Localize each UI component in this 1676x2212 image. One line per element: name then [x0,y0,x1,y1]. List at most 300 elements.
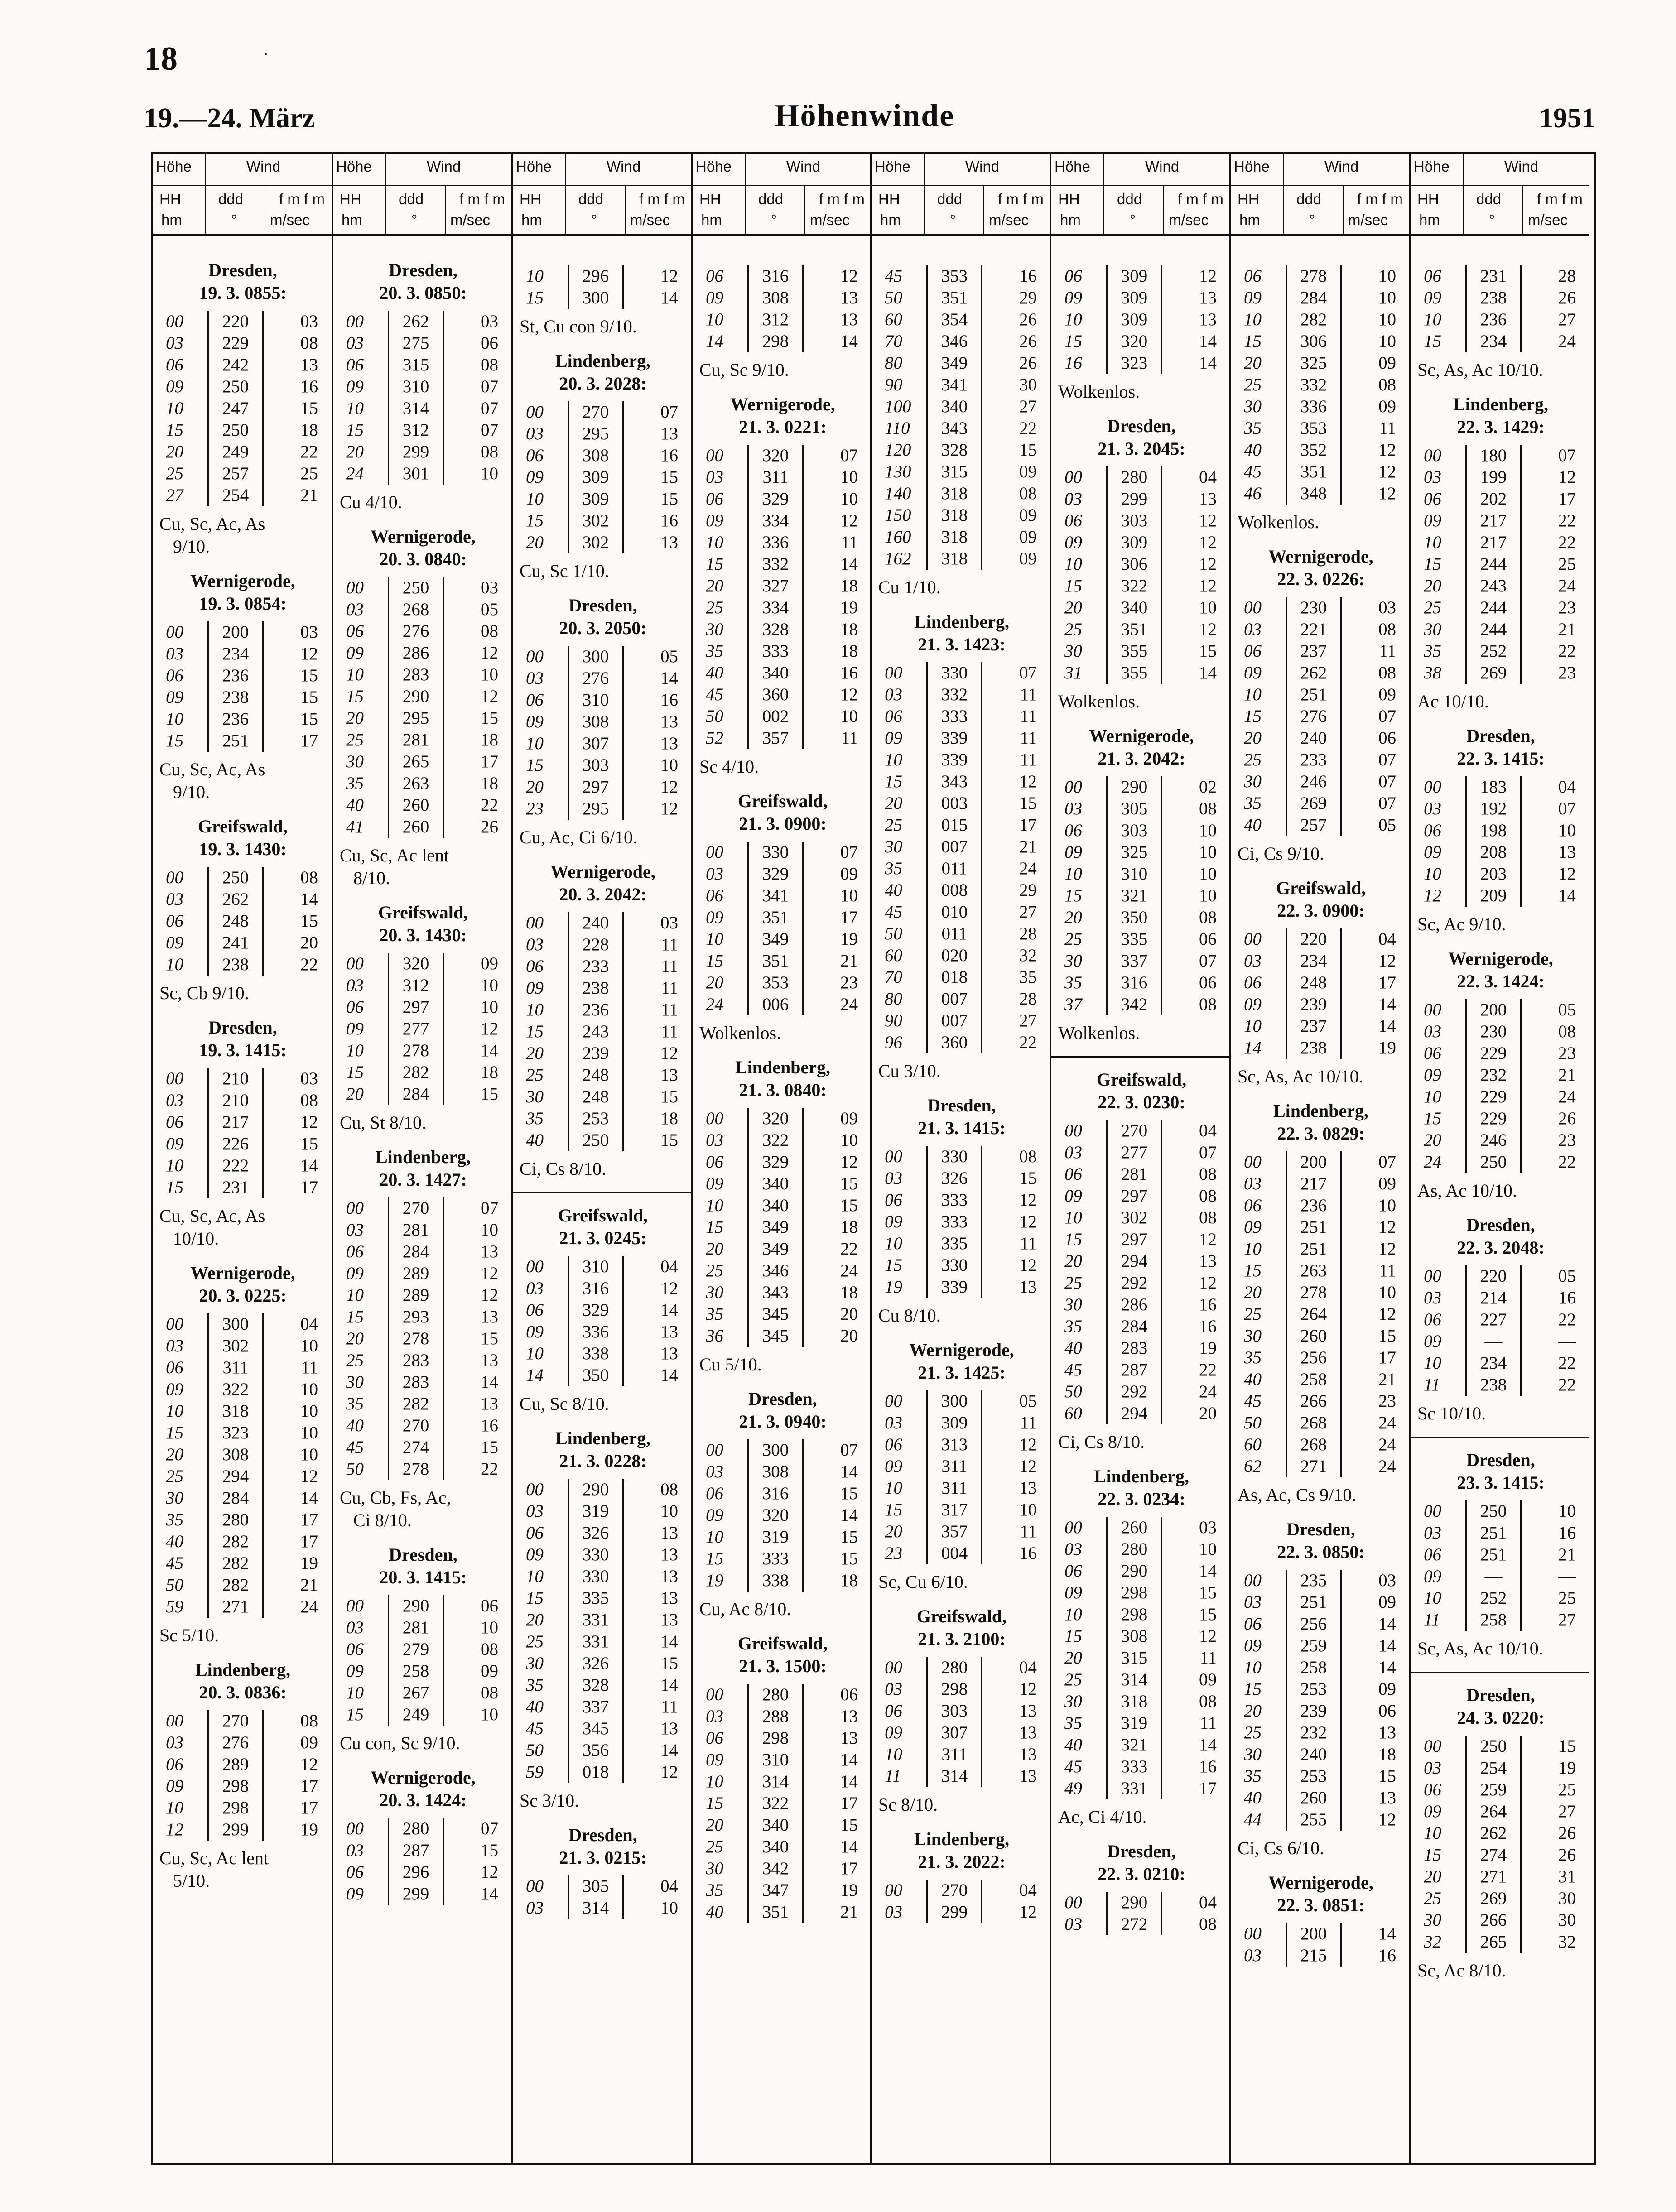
cloud-note-line: Cu, Ac, Ci 6/10. [520,827,638,847]
cloud-note-line: Ac 10/10. [1417,691,1489,712]
table-row [1239,396,1398,418]
table-row [880,1211,1039,1233]
direction-cell: 339 [927,727,982,749]
cloud-note [1415,913,1587,936]
direction-cell: 200 [1286,1923,1341,1945]
table-row [701,1282,860,1303]
speed-cell: 09 [803,1108,860,1130]
height-cell: 40 [346,1416,364,1435]
speed-cell: 22 [1521,532,1578,553]
speed-cell: 23 [1521,1043,1578,1064]
direction-cell: 266 [1466,1909,1521,1931]
direction-cell: 296 [389,1861,443,1883]
wind-table [1060,1892,1218,1935]
speed-cell: 10 [1162,863,1219,885]
wind-table [880,1657,1039,1787]
speed-cell: 15 [443,707,501,729]
table-row [880,1255,1039,1276]
speed-cell: 12 [1341,1217,1398,1238]
cloud-note-line: Cu, St 8/10. [340,1112,427,1133]
height-cell: 10 [706,533,723,552]
table-row [880,1744,1039,1765]
height-cell: 35 [885,859,902,878]
height-cell: 24 [1424,1152,1441,1172]
direction-cell: 292 [1107,1272,1162,1294]
speed-cell: 10 [1341,287,1398,309]
speed-cell: 13 [982,1722,1039,1744]
speed-cell: 21 [1521,1544,1578,1566]
direction-cell: 260 [389,794,443,816]
table-row [1239,1412,1398,1434]
cloud-note [337,844,509,890]
station-datetime: 20. 3. 0225: [199,1285,287,1306]
cloud-note [1055,380,1228,403]
table-row [1239,418,1398,439]
direction-cell: 299 [389,441,443,463]
height-cell: 30 [166,1488,183,1508]
header-hoehe: Höhe [516,158,552,175]
height-cell: 20 [706,973,723,992]
header-ddd: ddd [1117,191,1142,207]
table-row [521,668,680,689]
header-wind: Wind [786,158,821,175]
cloud-note-line: As, Ac, Cs 9/10. [1238,1485,1357,1505]
station-datetime: 21. 3. 1425: [918,1362,1006,1383]
cloud-note [517,1158,689,1180]
station-datetime: 21. 3. 2045: [1098,438,1185,459]
table-row [1060,1691,1218,1712]
height-cell: 03 [526,1898,544,1918]
direction-cell: 346 [927,331,982,352]
height-cell: 10 [1424,310,1441,329]
wind-table [1060,466,1218,684]
height-cell: 09 [526,978,544,998]
direction-cell: 237 [1286,1015,1341,1037]
height-cell: 06 [706,886,723,905]
station-datetime: 21. 3. 0245: [559,1228,647,1248]
table-row [521,1299,680,1321]
direction-cell: 284 [1107,1316,1162,1337]
header-deg: ° [591,212,597,228]
table-row [880,505,1039,526]
table-row [161,1400,320,1422]
height-cell: 120 [885,440,911,460]
table-row [161,1596,320,1618]
direction-cell: 253 [1286,1765,1341,1787]
height-cell: 15 [1064,886,1082,905]
speed-cell: 13 [623,532,680,553]
wind-table [1419,445,1578,684]
speed-cell: 11 [982,1521,1039,1543]
table-row [521,934,680,956]
height-cell: 35 [346,774,364,793]
direction-cell: 238 [568,977,623,999]
wind-table [1060,1120,1218,1424]
direction-cell: 310 [568,689,623,711]
direction-cell: 352 [1286,439,1341,461]
direction-cell: 330 [927,662,982,684]
height-cell: 25 [346,1351,364,1370]
station-datetime: 19. 3. 0854: [199,593,287,614]
speed-cell: 13 [1162,1250,1219,1272]
speed-cell: 19 [803,1880,860,1901]
direction-cell: 335 [568,1587,623,1609]
table-row [521,977,680,999]
direction-cell: 269 [1466,662,1521,684]
direction-cell: 336 [1286,396,1341,418]
speed-cell: 11 [803,532,860,553]
speed-cell: 11 [982,706,1039,727]
height-cell: 20 [526,1043,544,1063]
table-row [880,396,1039,418]
direction-cell: 277 [1107,1142,1162,1164]
direction-cell: 251 [1286,1217,1341,1238]
table-row [161,311,320,332]
direction-cell: 230 [1466,1021,1521,1043]
direction-cell: 312 [389,419,443,441]
direction-cell: 287 [1107,1359,1162,1381]
cloud-note [876,1794,1048,1816]
cloud-note [517,315,689,338]
speed-cell: 15 [443,1437,501,1458]
table-row [1060,863,1218,885]
direction-cell: 308 [748,287,803,309]
table-row [161,1466,320,1487]
speed-cell: 10 [443,463,501,485]
speed-cell: 15 [803,1526,860,1548]
speed-cell: 07 [982,662,1039,684]
table-row [161,1553,320,1574]
height-cell: 20 [706,576,723,596]
height-cell: 00 [1064,1121,1082,1140]
height-cell: 06 [1244,1196,1262,1215]
direction-cell: 229 [1466,1108,1521,1130]
speed-cell: 13 [623,1566,680,1587]
cloud-note [157,758,329,803]
direction-cell: 234 [208,643,263,665]
direction-cell: 232 [1466,1064,1521,1086]
height-cell: 10 [346,1041,364,1060]
cloud-note-line: Wolkenlos. [1238,512,1320,532]
header-wind: Wind [965,158,1000,175]
table-row [1239,1325,1398,1347]
height-cell: 35 [1064,973,1082,992]
speed-cell: 11 [1341,640,1398,662]
wind-table [1419,1736,1578,1953]
height-cell: 15 [166,1423,183,1443]
speed-cell: 11 [623,1021,680,1043]
table-row [1419,798,1578,820]
height-cell: 06 [166,355,183,375]
direction-cell: 006 [748,994,803,1015]
height-cell: 20 [1244,353,1262,373]
direction-cell: 003 [927,793,982,814]
height-cell: 03 [166,1091,183,1110]
direction-cell: 234 [1466,331,1521,352]
table-row [701,706,860,727]
speed-cell: 07 [1341,793,1398,814]
direction-cell: 227 [1466,1309,1521,1331]
direction-cell: 264 [1286,1303,1341,1325]
height-cell: 09 [1424,1802,1441,1821]
height-cell: 10 [526,1567,544,1586]
table-row [1060,352,1218,374]
direction-cell: 309 [927,1412,982,1434]
speed-cell: 29 [982,880,1039,901]
speed-cell: 08 [1341,662,1398,684]
height-cell: 27 [166,486,183,505]
speed-cell: 15 [982,1168,1039,1189]
height-cell: 06 [1424,1310,1441,1329]
height-cell: 10 [166,1156,183,1175]
table-row [521,1278,680,1299]
speed-cell: 26 [1521,1108,1578,1130]
speed-cell: 14 [803,331,860,352]
speed-cell: 30 [982,374,1039,396]
direction-cell: 298 [927,1678,982,1700]
station-datetime: 21. 3. 0221: [739,417,827,437]
table-row [1239,706,1398,727]
wind-table [701,265,860,352]
station-name: Lindenberg, [735,1057,831,1077]
speed-cell: 10 [1162,1539,1219,1560]
height-cell: 10 [1064,864,1082,884]
speed-cell: 23 [803,972,860,994]
height-cell: 09 [706,288,723,308]
height-cell: 10 [526,1000,544,1019]
table-row [1419,1587,1578,1609]
height-cell: 50 [706,707,723,726]
speed-cell: 08 [1341,374,1398,396]
table-row [342,664,500,686]
station-datetime: 21. 3. 1500: [739,1656,827,1676]
table-row [1239,1765,1398,1787]
speed-cell: 23 [1341,1390,1398,1412]
table-row [1060,1647,1218,1669]
table-row [701,331,860,352]
speed-cell: 15 [982,439,1039,461]
speed-cell: 26 [982,331,1039,352]
table-row [1419,532,1578,553]
speed-cell: 10 [443,1704,501,1726]
table-row [521,1696,680,1718]
direction-cell: 266 [1286,1390,1341,1412]
speed-cell: 07 [803,445,860,466]
table-row [1419,662,1578,684]
height-cell: 03 [526,1279,544,1298]
height-cell: 06 [526,690,544,710]
table-row [1419,331,1578,352]
height-cell: 06 [1244,1614,1262,1634]
table-row [342,1639,500,1660]
table-row [701,1526,860,1548]
direction-cell: 308 [568,711,623,733]
speed-cell: 35 [982,967,1039,988]
table-row [701,597,860,619]
table-row [701,1483,860,1505]
table-row [880,684,1039,706]
header-fmfm: f m f m [998,191,1044,207]
table-row [161,1335,320,1357]
speed-cell: 04 [1521,776,1578,798]
direction-cell: 360 [748,684,803,706]
speed-cell: 12 [1162,575,1219,597]
table-row [342,686,500,707]
cloud-note [876,1571,1048,1593]
height-cell: 19 [885,1277,902,1297]
height-cell: 03 [526,424,544,443]
direction-cell: 258 [1286,1657,1341,1678]
direction-cell: 239 [568,1043,623,1064]
station-name: Greifswald, [558,1205,648,1226]
direction-cell: 311 [927,1477,982,1499]
direction-cell: 300 [748,1439,803,1461]
speed-cell: 08 [1162,1691,1219,1712]
table-row [880,439,1039,461]
speed-cell: 10 [623,1897,680,1919]
station-datetime: 21. 3. 0228: [559,1451,647,1471]
direction-cell: 309 [568,466,623,488]
speed-cell: 24 [1341,1456,1398,1477]
table-row [1239,265,1398,287]
speed-cell: 11 [1341,418,1398,439]
cloud-note-line: Cu 4/10. [340,492,402,512]
direction-cell: 248 [568,1086,623,1108]
height-cell: 16 [1064,353,1082,373]
height-cell: 20 [526,777,544,797]
station-datetime: 22. 3. 1415: [1457,748,1545,769]
table-row [880,1678,1039,1700]
direction-cell: 330 [927,1255,982,1276]
height-cell: 15 [346,420,364,440]
table-row [701,885,860,907]
height-cell: 15 [526,1022,544,1041]
direction-cell: 278 [1286,1282,1341,1303]
table-row [701,445,860,466]
height-cell: 10 [346,1285,364,1305]
speed-cell: 16 [1162,1756,1219,1778]
direction-cell: 355 [1107,662,1162,684]
direction-cell: 319 [748,1526,803,1548]
cloud-note [337,1732,509,1755]
speed-cell: 12 [1162,532,1219,553]
cloud-note-line: Ci, Cs 8/10. [520,1159,607,1179]
wind-table [521,1479,680,1783]
height-cell: 00 [885,1880,902,1900]
wind-table [701,445,860,749]
direction-cell: 004 [927,1543,982,1564]
speed-cell: 19 [263,1553,320,1574]
direction-cell: 290 [1107,776,1162,798]
direction-cell: 298 [1107,1604,1162,1625]
station-datetime: 21. 3. 0900: [739,813,827,834]
table-row [1060,972,1218,994]
direction-cell: — [1466,1331,1521,1352]
header-fmfm: f m f m [639,191,685,207]
header-hh: HH [1238,191,1259,207]
direction-cell: 350 [568,1365,623,1386]
table-row [342,398,500,419]
speed-cell: 12 [443,642,501,664]
direction-cell: 290 [1107,1892,1162,1914]
height-cell: 40 [166,1532,183,1551]
height-cell: 12 [1424,886,1441,905]
table-row [1419,1909,1578,1931]
direction-cell: 246 [1286,771,1341,793]
direction-cell: 316 [748,1483,803,1505]
speed-cell: 21 [1341,1369,1398,1390]
speed-cell: 10 [803,706,860,727]
direction-cell: 337 [568,1696,623,1718]
direction-cell: 278 [389,1040,443,1062]
height-cell: 62 [1244,1457,1262,1476]
speed-cell: 15 [443,1328,501,1350]
height-cell: 20 [166,442,183,462]
direction-cell: 300 [568,646,623,668]
height-cell: 03 [1424,467,1441,487]
table-row [880,1700,1039,1722]
height-cell: 25 [1244,375,1262,394]
height-cell: 03 [1064,1914,1082,1934]
height-cell: 06 [346,997,364,1017]
cloud-note [1415,1959,1587,1982]
speed-cell: 20 [263,932,320,954]
speed-cell: 13 [982,1744,1039,1765]
height-cell: 45 [526,1719,544,1738]
header-hm: hm [1419,212,1440,228]
table-row [701,1814,860,1836]
speed-cell: 09 [982,526,1039,548]
table-row [1060,1625,1218,1647]
speed-cell: 16 [982,1543,1039,1564]
height-cell: 03 [346,1618,364,1637]
height-cell: 10 [166,709,183,729]
speed-cell: 11 [623,999,680,1021]
direction-cell: 257 [1286,814,1341,836]
height-cell: 03 [1424,1523,1441,1543]
direction-cell: 300 [568,287,623,309]
direction-cell: 281 [1107,1164,1162,1185]
cloud-note-line: Sc, As, Ac 10/10. [1417,1638,1543,1659]
header-msec: m/sec [810,212,850,228]
speed-cell: 18 [803,1282,860,1303]
height-cell: 09 [885,1723,902,1742]
wind-table [342,953,500,1105]
direction-cell: 332 [927,684,982,706]
direction-cell: 323 [208,1422,263,1444]
height-cell: 10 [1244,310,1262,329]
direction-cell: 312 [389,975,443,996]
table-row [701,994,860,1015]
speed-cell: 12 [1162,1625,1219,1647]
height-cell: 03 [885,1169,902,1188]
direction-cell: 299 [208,1819,263,1841]
direction-cell: 283 [389,1371,443,1393]
speed-cell: 12 [1341,1809,1398,1831]
direction-cell: 325 [1107,842,1162,863]
direction-cell: 297 [568,776,623,798]
direction-cell: 298 [208,1775,263,1797]
table-row [1419,510,1578,532]
height-cell: 06 [706,489,723,509]
table-row [1060,287,1218,309]
table-row [342,1704,500,1726]
table-row [521,532,680,553]
station-datetime: 20. 3. 2050: [559,618,647,638]
direction-cell: 317 [927,1499,982,1521]
table-row [880,1168,1039,1189]
table-row [161,1422,320,1444]
